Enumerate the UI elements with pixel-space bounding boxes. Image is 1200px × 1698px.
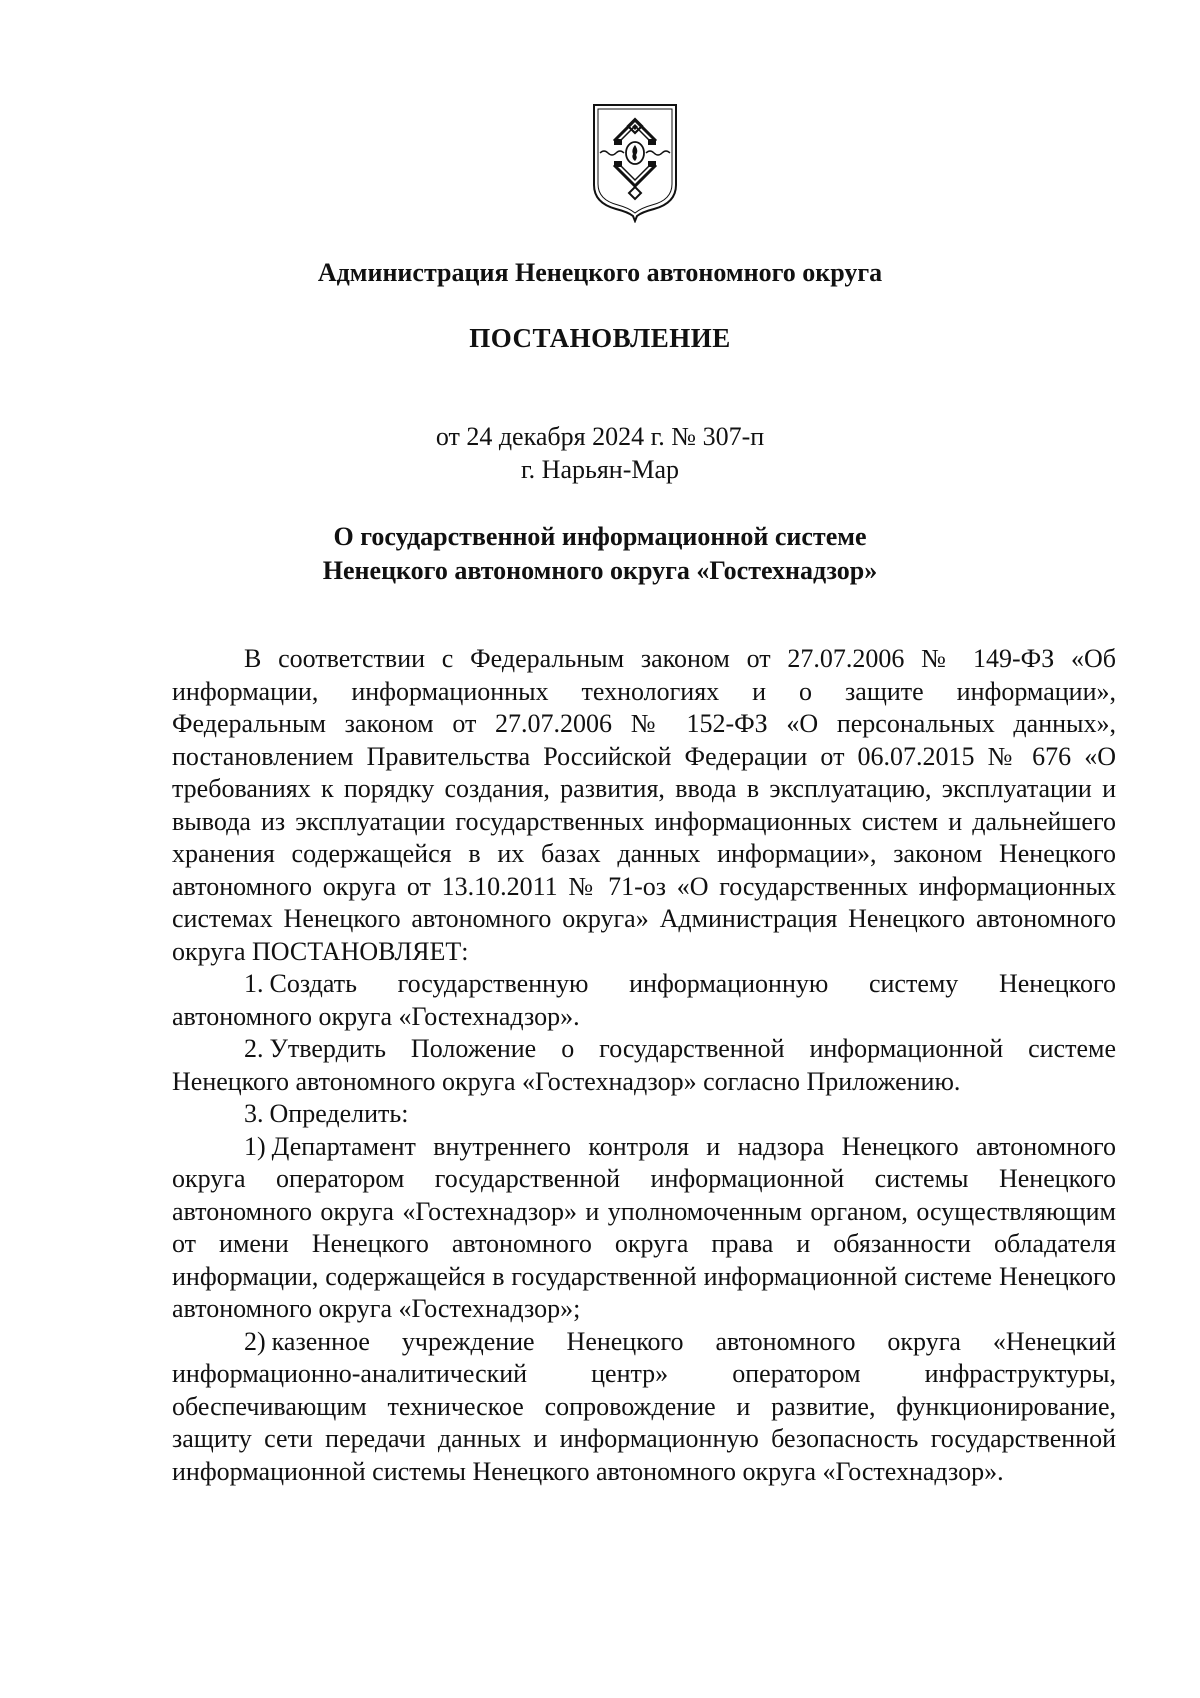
document-type: ПОСТАНОВЛЕНИЕ (469, 323, 731, 353)
list-item (172, 1098, 1116, 1131)
item-text: казенное учреждение Ненецкого автономного округа «Ненецкий информационно-аналитический центр» оператором инфраструктуры, обеспечивающим техническое сопровождение и развитие, функционирование, защиту сети передачи данных и информационную безопасность государственной информационной системы Ненецкого автономного округа «Гостехнадзор». (172, 1326, 1116, 1486)
item-number: 2) (244, 1326, 266, 1356)
document-title-line-1: О государственной информационной системе (333, 522, 867, 551)
item-text: Определить: (269, 1099, 409, 1128)
item-text: Утвердить Положение о государственной информационной системе Ненецкого автономного округа «Гостехнадзор» согласно Приложению. (172, 1034, 1116, 1096)
list-item (172, 1131, 1116, 1326)
item-number: 2. (244, 1034, 264, 1063)
item-number: 1) (244, 1131, 266, 1161)
document-body (172, 643, 1116, 1488)
item-number: 3. (244, 1099, 264, 1128)
item-text: Департамент внутреннего контроля и надзора Ненецкого автономного округа оператором государственной информационной системы Ненецкого автономного округа «Гостехнадзор» и уполномоченным органом, осуществляющим от имени Ненецкого автономного округа права и обязанности обладателя информации, содержащейся в государственной информационной системе Ненецкого автономного округа «Гостехнадзор»; (172, 1131, 1116, 1323)
organization-name: Администрация Ненецкого автономного округа (317, 258, 883, 287)
document-title-line-2: Ненецкого автономного округа «Гостехнадзор» (322, 556, 878, 585)
preamble-paragraph: В соответствии с Федеральным законом от 27.07.2006 № 149-ФЗ «Об информации, информационных технологиях и о защите информации», Федеральным законом от 27.07.2006 № 152-ФЗ «О персональных данных», постановлением Правительства Российской Федерации от 06.07.2015 № 676 «О требованиях к порядку создания, развития, ввода в эксплуатацию, эксплуатации и вывода из эксплуатации государственных информационных систем и дальнейшего хранения содержащейся в их базах данных информации», законом Ненецкого автономного округа от 13.10.2011 № 71-оз «О государственных информационных системах Ненецкого автономного округа» Администрация Ненецкого автономного округа ПОСТАНОВЛЯЕТ: (172, 644, 1116, 966)
item-text: Создать государственную информационную систему Ненецкого автономного округа «Гостехнадзор». (172, 969, 1116, 1031)
document-city: г. Нарьян-Мар (520, 455, 680, 484)
document-date-number: от 24 декабря 2024 г. № 307-п (435, 422, 765, 451)
list-item (172, 968, 1116, 1033)
list-item (172, 1033, 1116, 1098)
item-number: 1. (244, 969, 264, 998)
nao-coat-of-arms-icon (592, 103, 678, 223)
list-item (172, 1326, 1116, 1489)
